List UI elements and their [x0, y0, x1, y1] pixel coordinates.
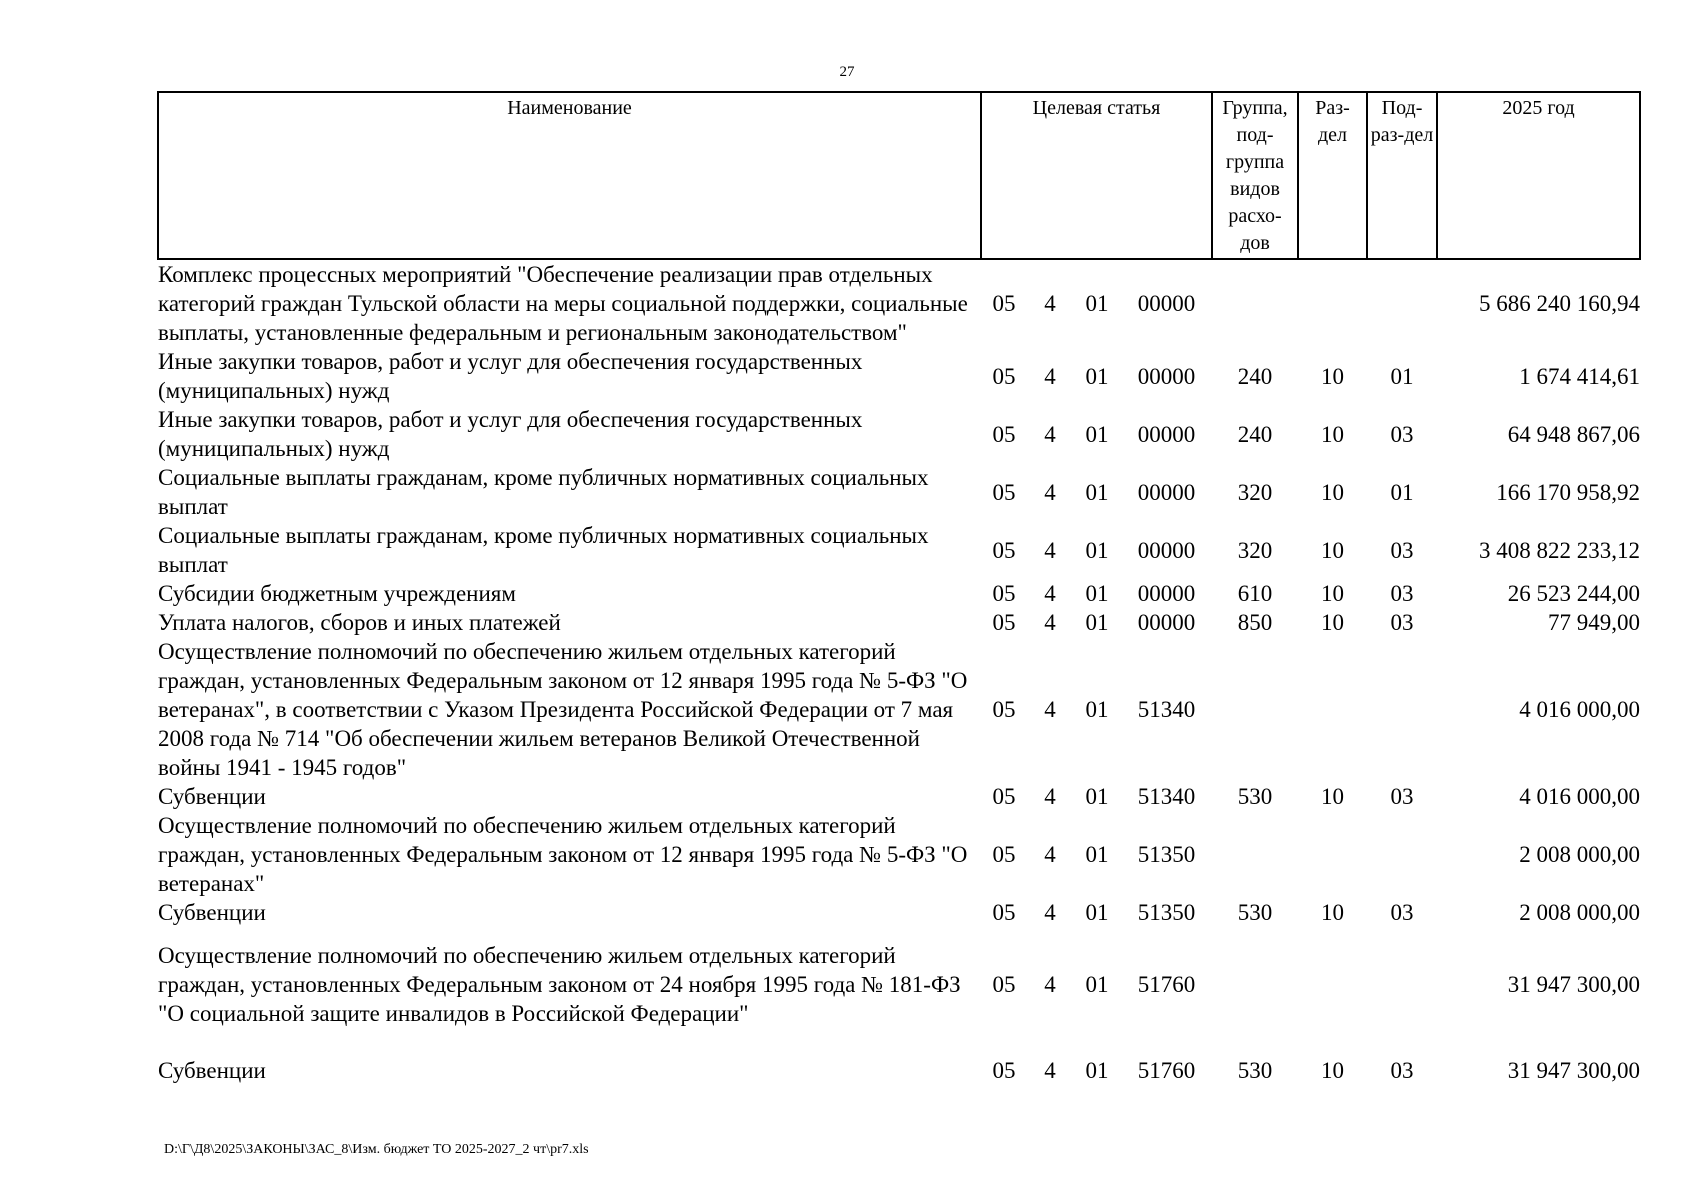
header-year: 2025 год — [1437, 92, 1640, 259]
subsection-code: 01 — [1390, 479, 1414, 505]
section-code: 10 — [1321, 610, 1345, 635]
target-code-4: 51760 — [1137, 1058, 1196, 1083]
subsection-code: 03 — [1390, 421, 1414, 447]
expense-group: 530 — [1237, 784, 1273, 809]
subsection-code: 03 — [1390, 537, 1414, 563]
amount-2025: 2 008 000,00 — [1519, 842, 1641, 867]
table-row — [158, 782, 1640, 811]
row-name: Иные закупки товаров, работ и услуг для обеспечения государственных (муниципальных) нужд — [158, 349, 863, 403]
target-code-3: 01 — [1085, 900, 1109, 925]
table-row — [158, 521, 1640, 579]
amount-2025: 2 008 000,00 — [1519, 900, 1641, 925]
target-code-1: 05 — [992, 421, 1016, 447]
target-code-1: 05 — [992, 581, 1016, 606]
table-row — [158, 579, 1640, 608]
row-name: Социальные выплаты гражданам, кроме публичных нормативных социальных выплат — [158, 465, 929, 519]
header-group: Группа, под-группа видов расхо-дов — [1212, 92, 1298, 259]
amount-2025: 166 170 958,92 — [1496, 479, 1641, 505]
row-name: Иные закупки товаров, работ и услуг для обеспечения государственных (муниципальных) нужд — [158, 407, 863, 461]
section-code: 10 — [1321, 1058, 1345, 1083]
target-code-2: 4 — [1044, 421, 1056, 447]
row-name: Субвенции — [158, 1058, 266, 1083]
expense-group: 320 — [1237, 479, 1273, 505]
budget-table — [157, 91, 1641, 1099]
target-code-2: 4 — [1044, 900, 1056, 925]
row-name: Субвенции — [158, 900, 266, 925]
section-code: 10 — [1321, 581, 1345, 606]
target-code-1: 05 — [992, 697, 1016, 722]
target-code-3: 01 — [1085, 581, 1109, 606]
amount-2025: 77 949,00 — [1548, 610, 1641, 635]
target-code-2: 4 — [1044, 842, 1056, 867]
target-code-1: 05 — [992, 291, 1016, 316]
section-code: 10 — [1321, 784, 1345, 809]
target-code-1: 05 — [992, 537, 1016, 563]
target-code-2: 4 — [1044, 537, 1056, 563]
target-code-4: 00000 — [1137, 363, 1196, 389]
target-code-2: 4 — [1044, 784, 1056, 809]
target-code-2: 4 — [1044, 581, 1056, 606]
header-name: Наименование — [158, 92, 981, 259]
section-code: 10 — [1321, 537, 1345, 563]
table-row — [158, 463, 1640, 521]
table-row — [158, 927, 1640, 1042]
section-code: 10 — [1321, 421, 1345, 447]
target-code-2: 4 — [1044, 972, 1056, 997]
table-row — [158, 1042, 1640, 1099]
table-row — [158, 898, 1640, 927]
subsection-code — [1367, 811, 1437, 898]
table-row — [158, 405, 1640, 463]
target-code-3: 01 — [1085, 1058, 1109, 1083]
section-code — [1298, 259, 1367, 347]
target-code-4: 00000 — [1137, 479, 1196, 505]
target-code-1: 05 — [992, 900, 1016, 925]
target-code-4: 00000 — [1137, 537, 1196, 563]
target-code-1: 05 — [992, 842, 1016, 867]
target-code-2: 4 — [1044, 610, 1056, 635]
target-code-4: 51340 — [1137, 697, 1196, 722]
amount-2025: 4 016 000,00 — [1519, 784, 1641, 809]
target-code-3: 01 — [1085, 610, 1109, 635]
table-header-row — [158, 92, 1640, 259]
target-code-1: 05 — [992, 1058, 1016, 1083]
row-name: Социальные выплаты гражданам, кроме публичных нормативных социальных выплат — [158, 523, 929, 577]
expense-group — [1212, 259, 1298, 347]
header-subsection: Под-раз-дел — [1367, 92, 1437, 259]
target-code-4: 51350 — [1137, 900, 1196, 925]
subsection-code — [1367, 927, 1437, 1042]
expense-group — [1212, 927, 1298, 1042]
row-name: Комплекс процессных мероприятий "Обеспечение реализации прав отдельных категорий граждан Тульской области на меры социальной поддержки, социальные выплаты, установленные федеральным и региональным законодательством" — [158, 262, 968, 345]
target-code-4: 00000 — [1137, 581, 1196, 606]
row-name: Осуществление полномочий по обеспечению жильем отдельных категорий граждан, установленных Федеральным законом от 12 января 1995 года № 5-ФЗ "О ветеранах", в соответствии с Указом Президента Российской Федерации от 7 мая 2008 года № 714 "Об обеспечении жильем ветеранов Великой Отечественной войны 1941 - 1945 годов" — [158, 639, 968, 780]
table-row — [158, 608, 1640, 637]
amount-2025: 3 408 822 233,12 — [1479, 537, 1641, 563]
expense-group: 320 — [1237, 537, 1273, 563]
target-code-4: 00000 — [1137, 610, 1196, 635]
target-code-1: 05 — [992, 610, 1016, 635]
table-row — [158, 347, 1640, 405]
table-row — [158, 259, 1640, 347]
target-code-1: 05 — [992, 784, 1016, 809]
target-code-2: 4 — [1044, 363, 1056, 389]
expense-group: 610 — [1237, 581, 1273, 606]
target-code-2: 4 — [1044, 479, 1056, 505]
subsection-code: 01 — [1390, 363, 1414, 389]
expense-group: 530 — [1237, 1058, 1273, 1083]
page-number: 27 — [839, 64, 855, 80]
row-name: Осуществление полномочий по обеспечению жильем отдельных категорий граждан, установленных Федеральным законом от 24 ноября 1995 года № 181-ФЗ "О социальной защите инвалидов в Российской Федерации" — [158, 943, 961, 1026]
subsection-code: 03 — [1390, 900, 1414, 925]
row-name: Осуществление полномочий по обеспечению жильем отдельных категорий граждан, установленных Федеральным законом от 12 января 1995 года № 5-ФЗ "О ветеранах" — [158, 813, 968, 896]
amount-2025: 5 686 240 160,94 — [1479, 291, 1641, 316]
target-code-3: 01 — [1085, 697, 1109, 722]
section-code: 10 — [1321, 479, 1345, 505]
target-code-2: 4 — [1044, 1058, 1056, 1083]
expense-group: 530 — [1237, 900, 1273, 925]
section-code — [1298, 637, 1367, 782]
subsection-code: 03 — [1390, 581, 1414, 606]
expense-group: 240 — [1237, 421, 1273, 447]
file-path-footer: D:\Г\Д8\2025\ЗАКОНЫ\ЗАС_8\Изм. бюджет ТО 2025-2027_2 чт\pr7.xls — [164, 1142, 589, 1157]
subsection-code — [1367, 259, 1437, 347]
section-code: 10 — [1321, 363, 1345, 389]
header-target: Целевая статья — [981, 92, 1212, 259]
subsection-code: 03 — [1390, 1058, 1414, 1083]
row-name: Субсидии бюджетным учреждениям — [158, 581, 516, 606]
section-code: 10 — [1321, 900, 1345, 925]
target-code-3: 01 — [1085, 421, 1109, 447]
section-code — [1298, 811, 1367, 898]
row-name: Уплата налогов, сборов и иных платежей — [158, 610, 561, 635]
target-code-3: 01 — [1085, 842, 1109, 867]
target-code-1: 05 — [992, 972, 1016, 997]
target-code-1: 05 — [992, 479, 1016, 505]
target-code-3: 01 — [1085, 363, 1109, 389]
target-code-3: 01 — [1085, 972, 1109, 997]
target-code-2: 4 — [1044, 291, 1056, 316]
expense-group — [1212, 637, 1298, 782]
amount-2025: 31 947 300,00 — [1507, 1058, 1641, 1083]
target-code-1: 05 — [992, 363, 1016, 389]
subsection-code: 03 — [1390, 610, 1414, 635]
target-code-3: 01 — [1085, 784, 1109, 809]
target-code-4: 00000 — [1137, 421, 1196, 447]
expense-group: 850 — [1237, 610, 1273, 635]
target-code-2: 4 — [1044, 697, 1056, 722]
subsection-code: 03 — [1390, 784, 1414, 809]
target-code-4: 51760 — [1137, 972, 1196, 997]
subsection-code — [1367, 637, 1437, 782]
expense-group: 240 — [1237, 363, 1273, 389]
amount-2025: 31 947 300,00 — [1507, 972, 1641, 997]
target-code-4: 51350 — [1137, 842, 1196, 867]
target-code-3: 01 — [1085, 537, 1109, 563]
header-section: Раз-дел — [1298, 92, 1367, 259]
target-code-3: 01 — [1085, 291, 1109, 316]
amount-2025: 64 948 867,06 — [1507, 421, 1641, 447]
row-name: Субвенции — [158, 784, 266, 809]
target-code-3: 01 — [1085, 479, 1109, 505]
target-code-4: 51340 — [1137, 784, 1196, 809]
table-row — [158, 811, 1640, 898]
target-code-4: 00000 — [1137, 291, 1196, 316]
section-code — [1298, 927, 1367, 1042]
amount-2025: 26 523 244,00 — [1507, 581, 1641, 606]
amount-2025: 4 016 000,00 — [1519, 697, 1641, 722]
table-row — [158, 637, 1640, 782]
amount-2025: 1 674 414,61 — [1519, 363, 1641, 389]
expense-group — [1212, 811, 1298, 898]
